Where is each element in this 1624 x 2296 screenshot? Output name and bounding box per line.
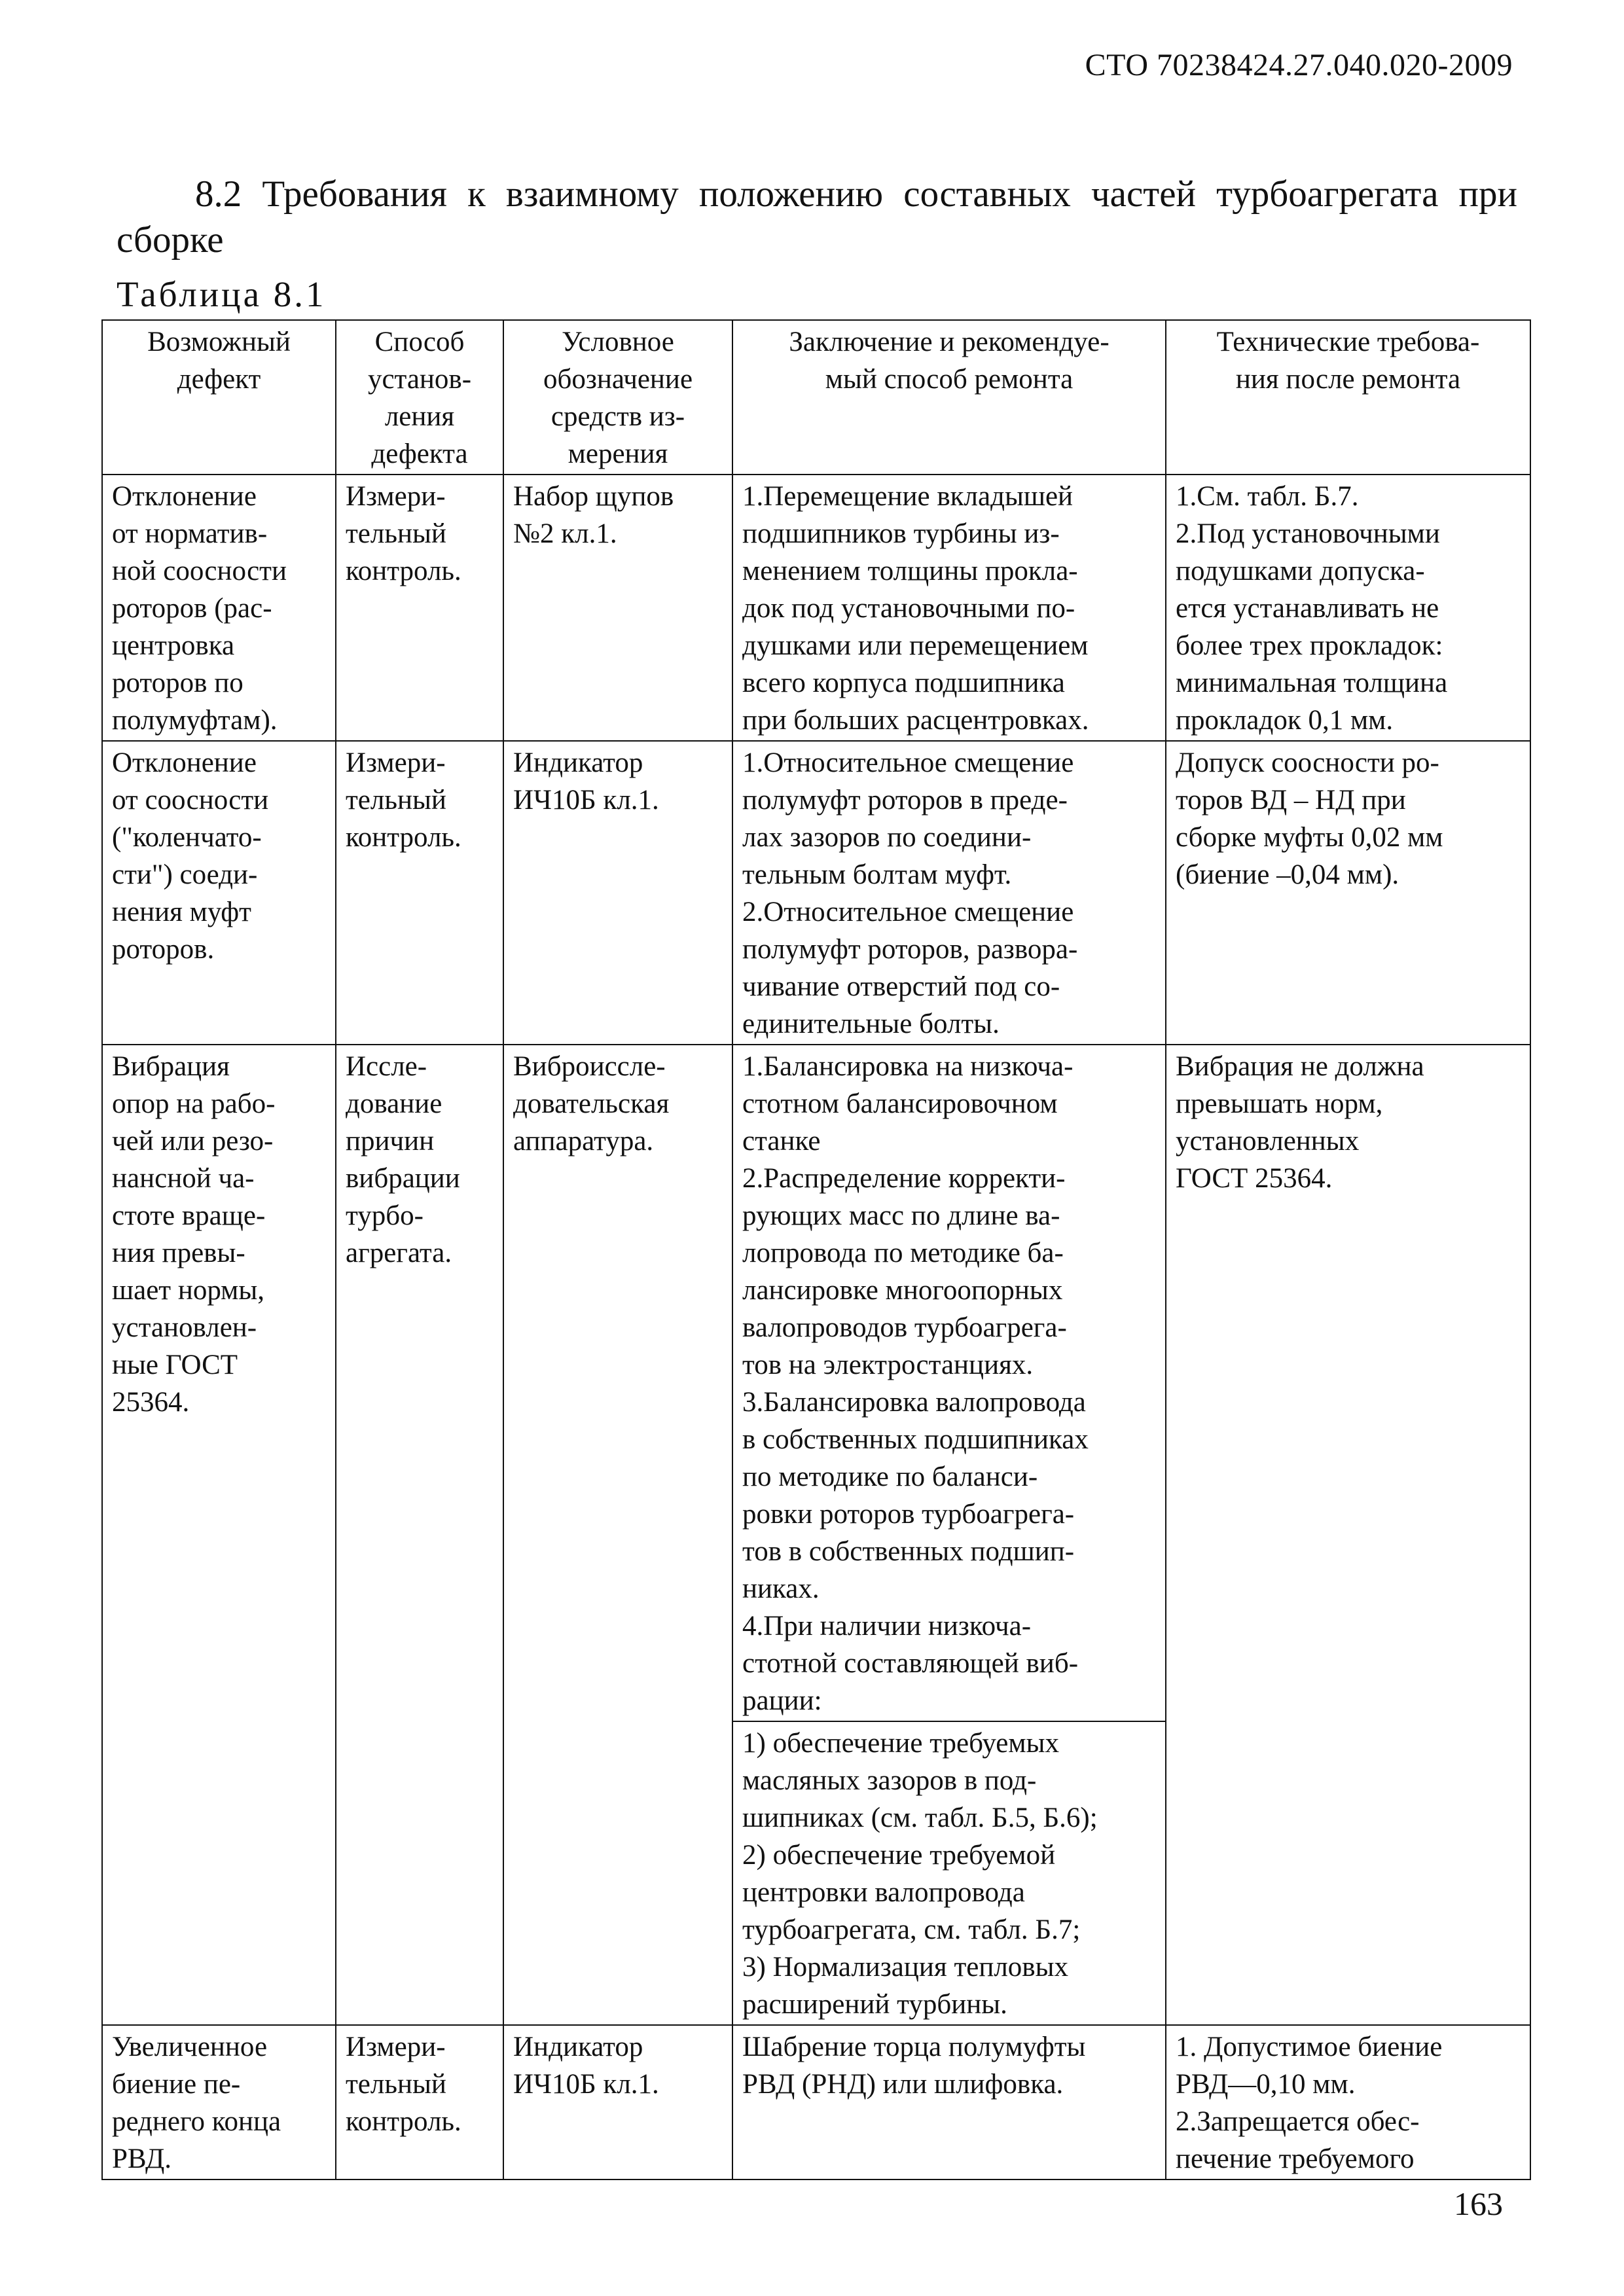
document-code: СТО 70238424.27.040.020-2009 [1085, 48, 1513, 82]
column-header-instrument: Условное обозначение средств из- мерения [503, 320, 732, 475]
cell-method: Измери- тельный контроль. [336, 741, 503, 1045]
cell-instrument: Индикатор ИЧ10Б кл.1. [503, 2025, 732, 2179]
table-row [102, 741, 1530, 1045]
cell-requirements: Вибрация не должна превышать норм, установленных ГОСТ 25364. [1166, 1045, 1530, 2025]
cell-repair: 1.Относительное смещение полумуфт роторов в преде- лах зазоров по соедини- тельным болтам муфт. 2.Относительное смещение полумуфт роторов, развора- чивание отверстий под со- единительные болты. [732, 741, 1166, 1045]
cell-defect: Вибрация опор на рабо- чей или резо- нансной ча- стоте враще- ния превы- шает нормы, установлен- ные ГОСТ 25364. [102, 1045, 336, 2025]
cell-instrument: Индикатор ИЧ10Б кл.1. [503, 741, 732, 1045]
table-row [102, 1045, 1530, 1721]
cell-instrument: Набор щупов №2 кл.1. [503, 475, 732, 741]
column-header-requirements: Технические требова- ния после ремонта [1166, 320, 1530, 475]
cell-defect: Увеличенное биение пе- реднего конца РВД. [102, 2025, 336, 2179]
cell-requirements: 1. Допустимое биение РВД—0,10 мм. 2.Запрещается обес- печение требуемого [1166, 2025, 1530, 2179]
column-header-defect: Возможный дефект [102, 320, 336, 475]
table-row [102, 2025, 1530, 2179]
cell-defect: Отклонение от соосности ("коленчато- сти") соеди- нения муфт роторов. [102, 741, 336, 1045]
table-row [102, 475, 1530, 741]
table-caption: Таблица 8.1 [117, 274, 327, 314]
cell-method: Измери- тельный контроль. [336, 475, 503, 741]
cell-requirements: Допуск соосности ро- торов ВД – НД при сборке муфты 0,02 мм (биение –0,04 мм). [1166, 741, 1530, 1045]
cell-repair-sub: 1) обеспечение требуемых масляных зазоров в под- шипниках (см. табл. Б.5, Б.6); 2) обеспечение требуемой центровки валопровода турбоагрегата, см. табл. Б.7; 3) Нормализация тепловых расширений турбины. [732, 1721, 1166, 2025]
column-header-method: Способ установ- ления дефекта [336, 320, 503, 475]
cell-method: Иссле- дование причин вибрации турбо- агрегата. [336, 1045, 503, 2025]
defects-table [101, 319, 1531, 2180]
cell-instrument: Виброиссле- довательская аппаратура. [503, 1045, 732, 2025]
table-header-row [102, 320, 1530, 475]
cell-method: Измери- тельный контроль. [336, 2025, 503, 2179]
cell-repair: Шабрение торца полумуфты РВД (РНД) или шлифовка. [732, 2025, 1166, 2179]
section-title: 8.2 Требования к взаимному положению составных частей турбоагрегата при сборке [117, 173, 1517, 260]
cell-defect: Отклонение от норматив- ной соосности роторов (рас- центровка роторов по полумуфтам). [102, 475, 336, 741]
page-number: 163 [1454, 2185, 1503, 2222]
column-header-repair: Заключение и рекомендуе- мый способ ремонта [732, 320, 1166, 475]
cell-repair: 1.Балансировка на низкоча- стотном балансировочном станке 2.Распределение корректи- рующих масс по длине ва- лопровода по методике ба- лансировке многоопорных валопроводов турбоагрега- тов на электростанциях. 3.Балансировка валопровода в собственных подшипниках по методике по баланси- ровки роторов турбоагрега- тов в собственных подшип- никах. 4.При наличии низкоча- стотной составляющей виб- рации: [732, 1045, 1166, 1721]
cell-repair: 1.Перемещение вкладышей подшипников турбины из- менением толщины прокла- док под установочными по- душками или перемещением всего корпуса подшипника при больших расцентровках. [732, 475, 1166, 741]
cell-requirements: 1.См. табл. Б.7. 2.Под установочными подушками допуска- ется устанавливать не более трех прокладок: минимальная толщина прокладок 0,1 мм. [1166, 475, 1530, 741]
